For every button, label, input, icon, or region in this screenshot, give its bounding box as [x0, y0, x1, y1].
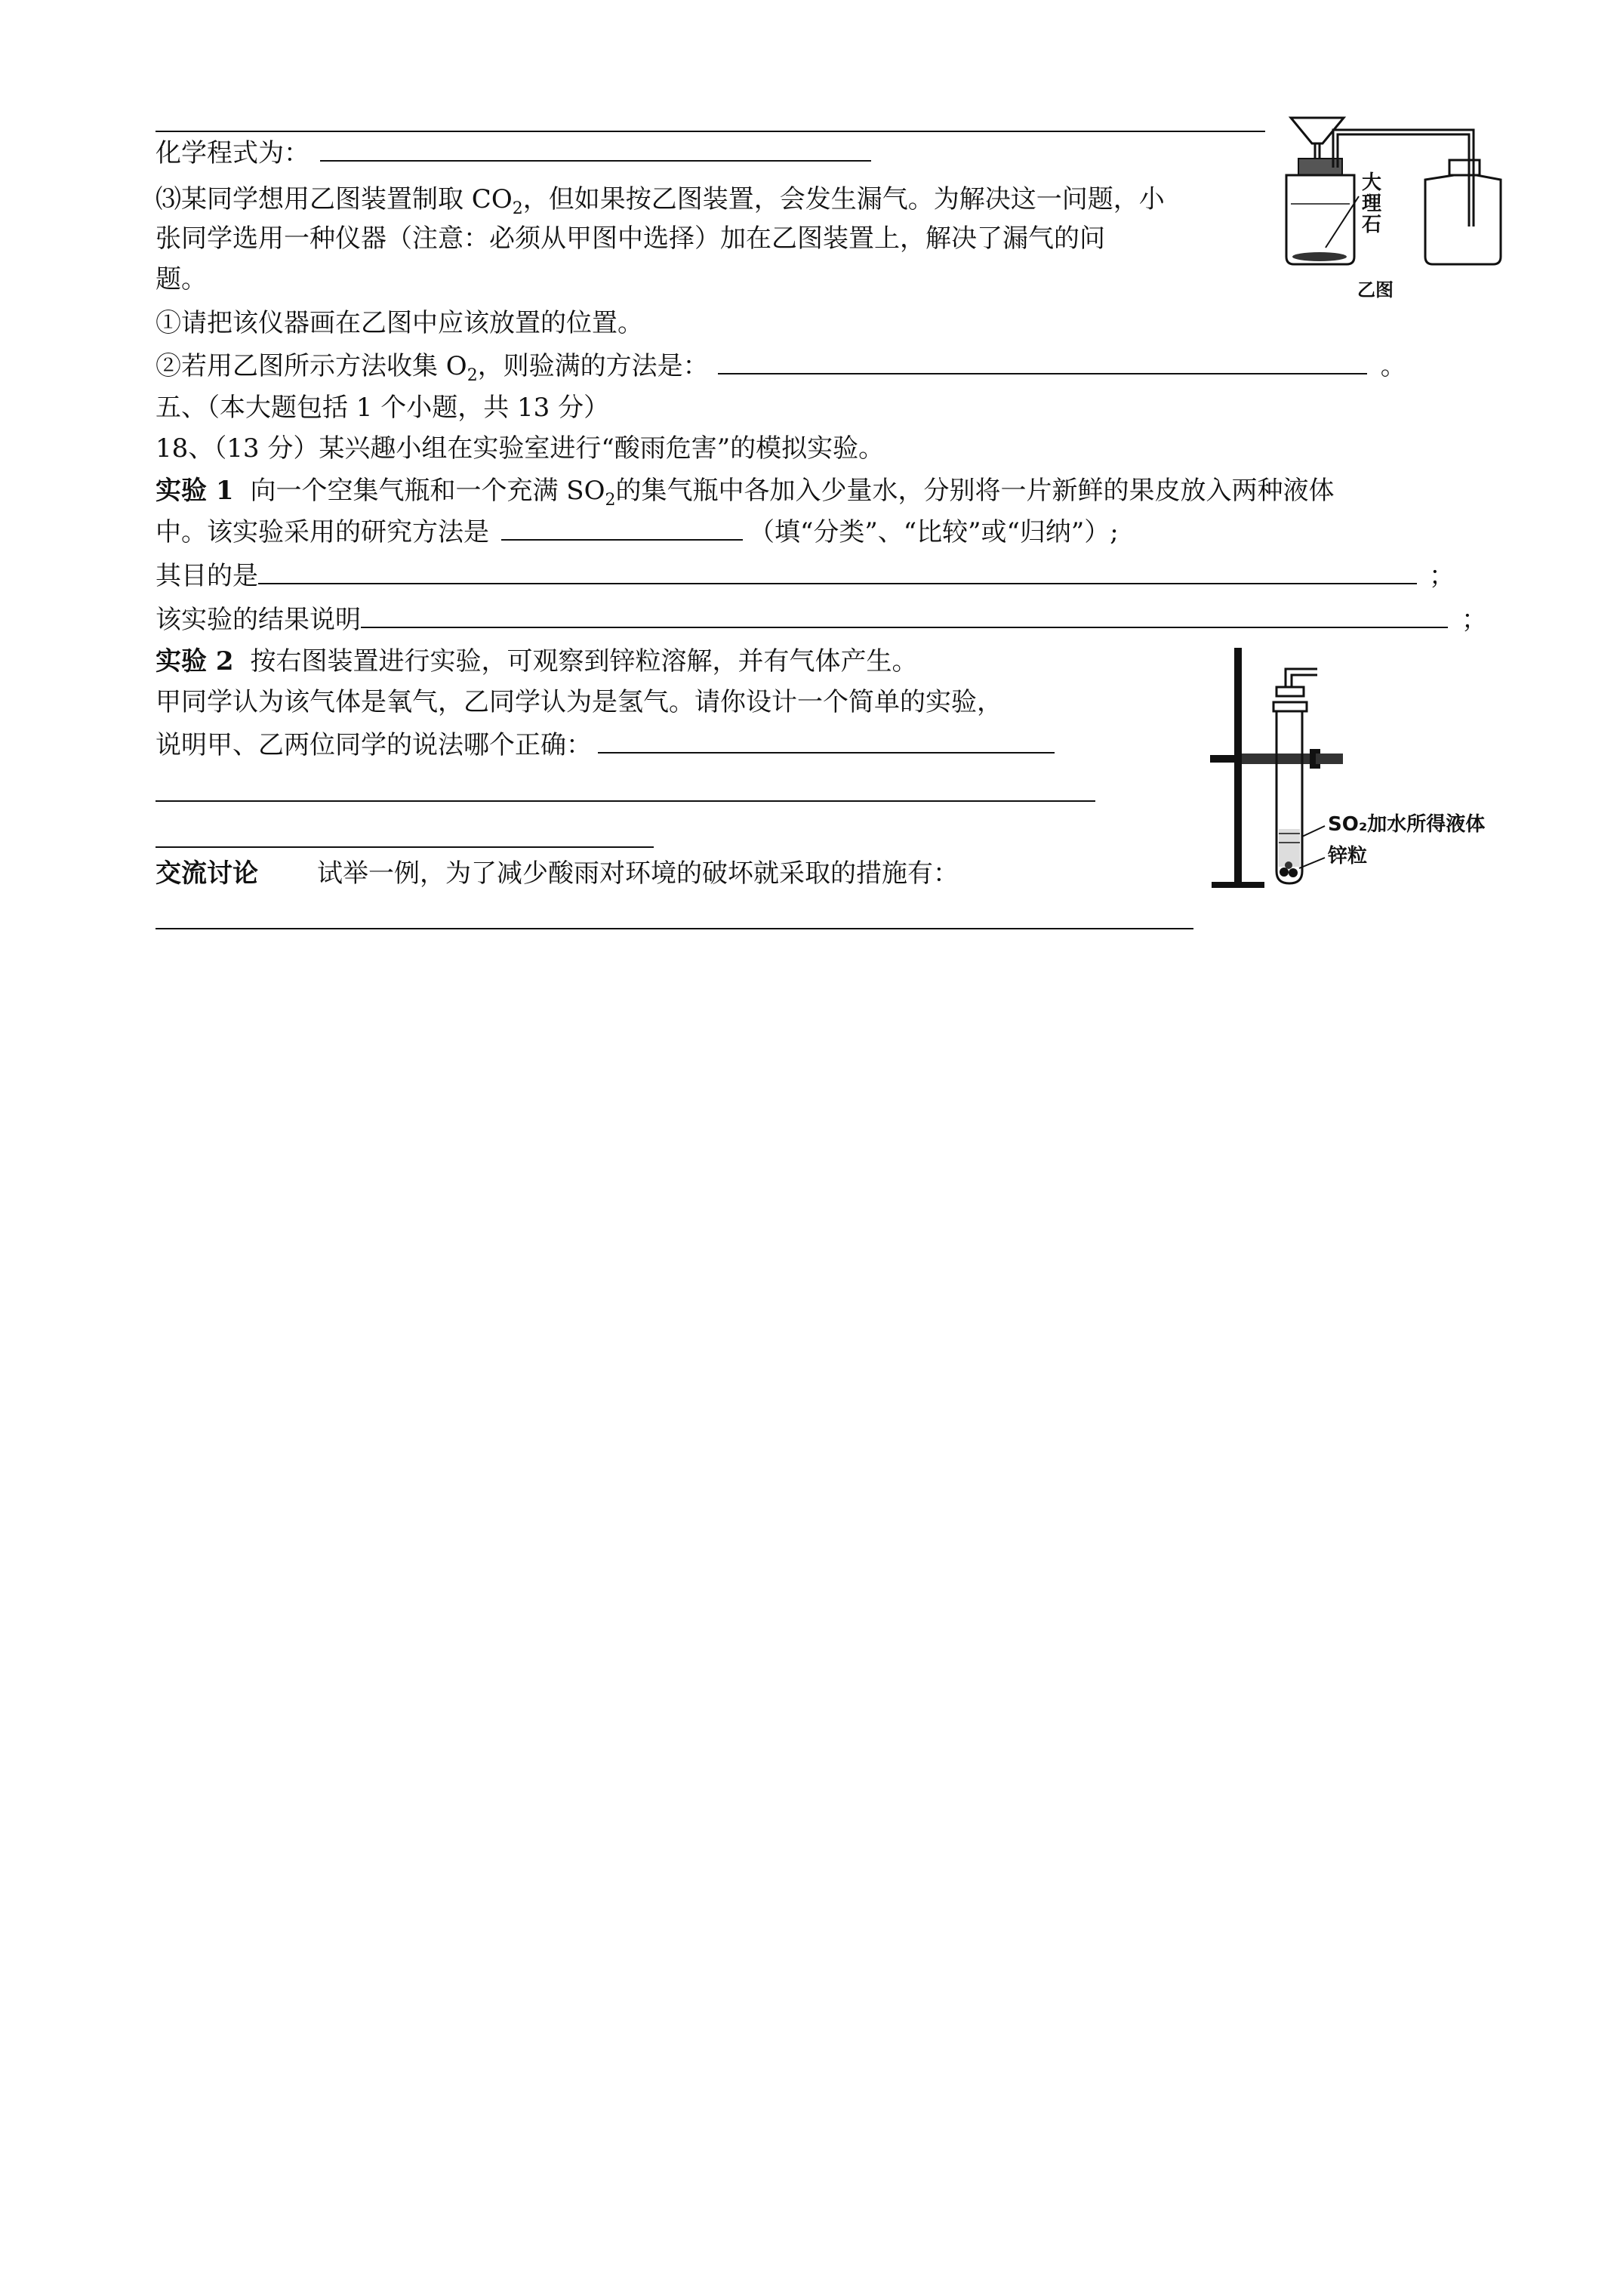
- gas-test-blank-line-2[interactable]: [156, 800, 1095, 802]
- experiment-2-label: 实验 2: [156, 646, 234, 676]
- experiment-2-line-3: 说明甲、乙两位同学的说法哪个正确：: [156, 726, 1055, 763]
- top-rule: [156, 131, 1265, 132]
- experiment-1-line-1: 实验 1 向一个空集气瓶和一个充满 $SO_2$的集气瓶中各加入少量水，分别将一片新鲜的果皮放入两种液体: [156, 476, 1335, 510]
- purpose-blank[interactable]: [258, 557, 1417, 584]
- section-5-heading: 五、（本大题包括 1 个小题，共 13 分）: [156, 393, 610, 423]
- experiment-1-line-2: 中。该实验采用的研究方法是 （填“分类”、“比较”或“归纳”）;: [156, 513, 1119, 550]
- question-3-line-1: ⑶某同学想用乙图装置制取 $CO_2$，但如果按乙图装置，会发生漏气。为解决这一问题，小: [156, 184, 1165, 218]
- gas-test-blank[interactable]: [598, 726, 1055, 754]
- test-tube-drawing: [1204, 642, 1521, 891]
- purpose-line: 其目的是 ；: [156, 557, 1455, 594]
- apparatus-figure-yi: [1276, 113, 1502, 310]
- experiment-1-label: 实验 1: [156, 476, 234, 506]
- question-18-intro: 18、（13 分）某兴趣小组在实验室进行“酸雨危害”的模拟实验。: [156, 433, 885, 464]
- figure-yi-caption: 乙图: [1357, 279, 1394, 300]
- sub-question-2: ②若用乙图所示方法收集 $O_2$，则验满的方法是： 。: [156, 347, 1406, 394]
- result-blank[interactable]: [361, 601, 1448, 628]
- result-line: 该实验的结果说明 ；: [156, 601, 1487, 638]
- sub-question-1: ①请把该仪器画在乙图中应该放置的位置。: [156, 308, 643, 338]
- equation-label: 化学程式为：: [156, 138, 310, 168]
- apparatus-figure-test-tube: [1204, 642, 1521, 891]
- question-3-line-2: 张同学选用一种仪器（注意：必须从甲图中选择）加在乙图装置上，解决了漏气的问: [156, 223, 1105, 254]
- marble-label-char-2: 理: [1362, 193, 1382, 215]
- gas-test-blank-line-3[interactable]: [156, 846, 654, 848]
- question-3-line-3: 题。: [156, 264, 207, 294]
- so2-solution-label: SO₂加水所得液体: [1328, 813, 1486, 836]
- experiment-2-line-1: 实验 2 按右图装置进行实验，可观察到锌粒溶解，并有气体产生。: [156, 646, 918, 676]
- equation-line: [156, 134, 871, 171]
- experiment-2-line-2: 甲同学认为该气体是氧气，乙同学认为是氢气。请你设计一个简单的实验，: [156, 687, 1002, 717]
- discussion-label: 交流讨论: [156, 858, 258, 889]
- oxygen-test-blank[interactable]: [718, 347, 1367, 374]
- zinc-granules-label: 锌粒: [1328, 845, 1368, 868]
- marble-label-char-1: 大: [1362, 171, 1382, 194]
- research-method-blank[interactable]: [501, 513, 743, 541]
- discussion-line: 交流讨论 试举一例，为了减少酸雨对环境的破坏就采取的措施有：: [156, 858, 959, 889]
- marble-label-char-3: 石: [1362, 214, 1382, 236]
- discussion-answer-blank[interactable]: [156, 928, 1193, 929]
- apparatus-yi-drawing: [1276, 113, 1502, 310]
- equation-answer-blank[interactable]: [320, 134, 871, 162]
